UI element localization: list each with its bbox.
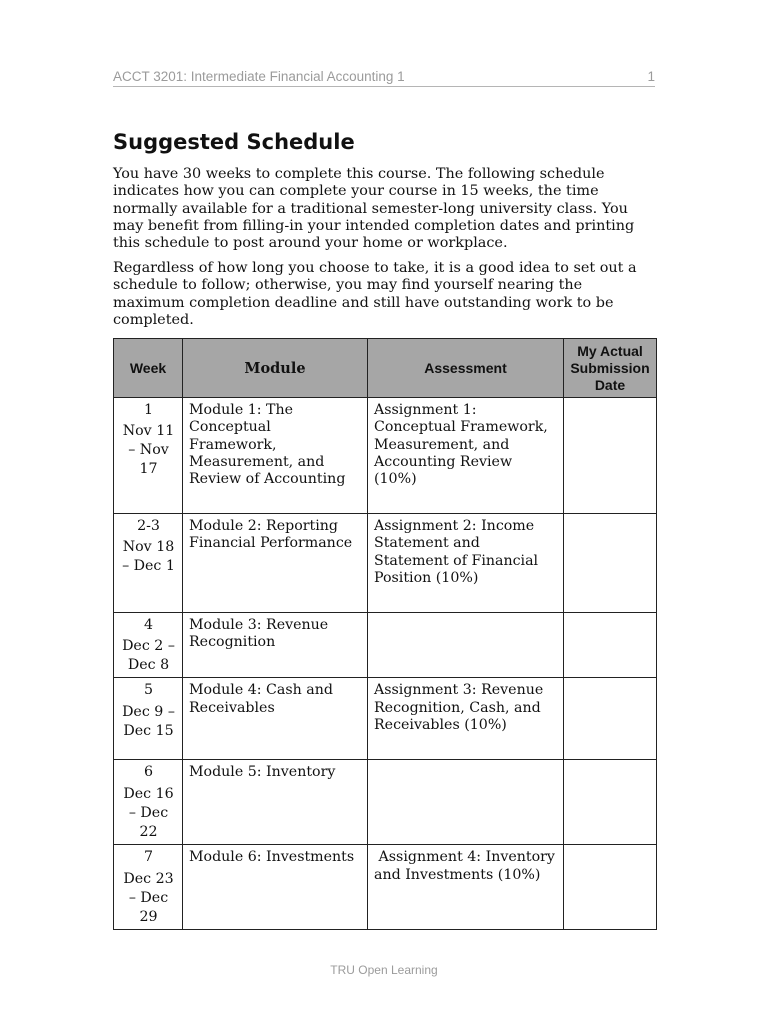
submission-date-cell[interactable]: [564, 678, 657, 760]
week-dates: Dec 2 – Dec 8: [122, 638, 175, 674]
week-dates: Dec 9 – Dec 15: [122, 703, 175, 739]
table-header-row: [114, 339, 657, 398]
week-number: 1: [143, 402, 154, 418]
page-footer: TRU Open Learning: [330, 963, 438, 977]
week-dates: Nov 11 – Nov 17: [122, 423, 175, 478]
module-cell: Module 2: Reporting Financial Performance: [183, 514, 368, 613]
table-row: [114, 514, 657, 613]
header-course-title: ACCT 3201: Intermediate Financial Accounting 1: [113, 69, 405, 84]
week-cell: [114, 845, 183, 930]
schedule-table: [113, 338, 657, 930]
page-header: [113, 68, 655, 87]
table-row: [114, 613, 657, 678]
header-module: Module: [183, 339, 368, 398]
submission-date-cell[interactable]: [564, 398, 657, 514]
assessment-cell: Assignment 2: Income Statement and Statement of Financial Position (10%): [368, 514, 564, 613]
intro-paragraph: You have 30 weeks to complete this course. The following schedule indicates how you can complete your course in 15 weeks, the time normally available for a traditional semester-long university class. You may benefit from filling-in your intended completion dates and printing this schedule to post around your home or workplace.: [113, 166, 635, 252]
week-dates: Dec 23 – Dec 29: [123, 870, 174, 925]
assessment-cell: Assignment 3: Revenue Recognition, Cash, and Receivables (10%): [368, 678, 564, 760]
module-cell: Module 4: Cash and Receivables: [183, 678, 368, 760]
assessment-cell: Assignment 4: Inventory and Investments (10%): [368, 845, 564, 930]
table-row: [114, 678, 657, 760]
week-cell: [114, 760, 183, 845]
table-row: [114, 398, 657, 514]
assessment-cell: [368, 613, 564, 678]
week-number: 2-3: [137, 518, 160, 534]
table-row: [114, 845, 657, 930]
week-number: 7: [143, 849, 154, 866]
submission-date-cell[interactable]: [564, 760, 657, 845]
header-page-number: 1: [647, 69, 655, 84]
week-cell: [114, 514, 183, 613]
header-submission-date: My Actual Submission Date: [564, 339, 657, 398]
module-cell: Module 6: Investments: [183, 845, 368, 930]
header-week: Week: [114, 339, 183, 398]
week-number: 4: [143, 617, 154, 633]
assessment-cell: Assignment 1: Conceptual Framework, Measurement, and Accounting Review (10%): [368, 398, 564, 514]
submission-date-cell[interactable]: [564, 613, 657, 678]
submission-date-cell[interactable]: [564, 845, 657, 930]
module-cell: Module 5: Inventory: [183, 760, 368, 845]
week-number: 6: [143, 764, 154, 781]
module-cell: Module 1: The Conceptual Framework, Measurement, and Review of Accounting: [183, 398, 368, 514]
week-dates: Dec 16 – Dec 22: [123, 785, 174, 840]
advice-paragraph: Regardless of how long you choose to take, it is a good idea to set out a schedule to follow; otherwise, you may find yourself nearing the maximum completion deadline and still have outstanding work to be completed.: [113, 260, 637, 328]
week-cell: [114, 678, 183, 760]
week-cell: [114, 398, 183, 514]
week-cell: [114, 613, 183, 678]
week-dates: Nov 18 – Dec 1: [122, 539, 175, 575]
section-heading: Suggested Schedule: [113, 130, 355, 154]
module-cell: Module 3: Revenue Recognition: [183, 613, 368, 678]
table-row: [114, 760, 657, 845]
assessment-cell: [368, 760, 564, 845]
week-number: 5: [143, 682, 154, 699]
header-assessment: Assessment: [368, 339, 564, 398]
submission-date-cell[interactable]: [564, 514, 657, 613]
